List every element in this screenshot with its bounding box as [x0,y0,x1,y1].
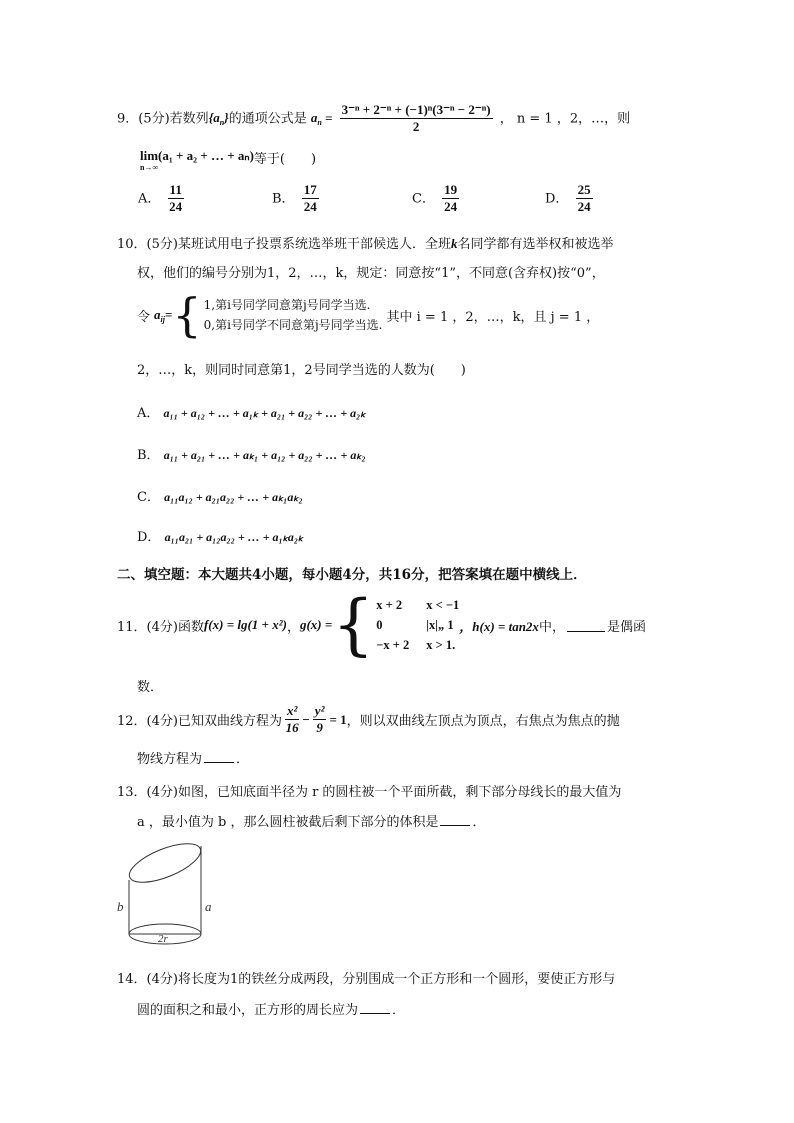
q12-f1-den: 16 [285,720,299,736]
q9-option-label: C． [412,191,435,207]
q14-line2-end: ． [392,1003,406,1018]
q12-minus: − [302,711,310,727]
q11-h: ，h(x) = tan2x [459,618,539,634]
q10-line1a: 10．(5分)某班试用电子投票系统选举班干部候选人．全班 [117,237,451,252]
q9-line2 [140,148,316,172]
q10-option-label: B． [137,448,160,463]
q12-line2-text: 物线方程为 [137,752,203,767]
q11-zhong: 中， [538,619,565,635]
q9-general-term-fraction [340,103,493,135]
q11-row [376,615,459,635]
q13-answer-blank[interactable] [440,813,470,826]
cylinder-cut-ellipse [125,838,206,890]
q11-brace: { [332,586,375,663]
q10-line3-tail: 其中 i = 1 ，2，…，k，且 j = 1 ， [386,309,600,325]
q10-line4: 2，…，k，则同时同意第1，2号同学当选的人数为( ) [137,363,466,378]
q9-lhs-sub: n [317,118,322,128]
q11-line1 [117,586,646,663]
q10-ling: 令 [137,309,151,325]
q9-lim-tail: 等于( ) [253,152,317,167]
q9-option-num: 17 [302,183,319,199]
q9-option-den: 24 [444,199,458,215]
q10-option-label: D． [137,530,161,545]
q10-aij-sub: ij [160,314,165,324]
q11-sep: ， [286,619,300,635]
q9-tail: ， n = 1 ，2，…，则 [499,111,631,127]
q13-line2-text: a ，最小值为 b ，那么圆柱被截后剩下部分的体积是 [137,815,439,830]
q10-line2: 权，他们的编号分别为1，2，…，k，规定：同意按“1”，不同意(含弃权)按“0”， [137,266,605,281]
q9-lim-subscript: n→∞ [140,163,159,172]
q11-row-expr: 0 [376,618,383,632]
q9-eq: = [321,110,333,126]
q9-seq-sub: n [219,118,225,128]
q11-row-cond: x > 1. [426,638,456,652]
q11-row [376,635,459,655]
q12-f2-den: 9 [316,720,323,736]
q12-f1-num: x² [285,704,299,720]
q10-case2: 0,第i号同学不同意第j号同学当选. [203,318,383,332]
q11-tail: 是偶函 [606,619,646,635]
q9-option-label: A． [138,191,161,207]
q10-k: k [450,236,458,251]
section-heading: 二、填空题：本大题共4小题，每小题4分，共16分，把答案填在题中横线上． [117,567,587,583]
q12-line2 [137,748,249,767]
q13-line1: 13．(4分)如图，已知底面半径为 r 的圆柱被一个平面所截，剩下部分母线长的最大值为 [117,785,622,800]
q10-option-label: A． [137,406,160,421]
q10-option-label: C． [137,490,160,505]
q14-line2-text: 圆的面积之和最小，正方形的周长应为 [137,1003,359,1018]
q11-line2: 数． [137,680,164,695]
q13-line2 [137,811,486,830]
q9-lhs: a [310,110,318,126]
q9-mid: 的通项公式是 [228,111,307,127]
q10-eq: = [164,307,173,322]
q11-row [376,595,459,615]
q10-line3 [137,288,600,342]
q11-piecewise [332,586,460,663]
cut-cylinder-figure [112,838,222,953]
q12-prefix: 12．(4分)已知双曲线方程为 [117,714,282,730]
q9-option-num: 19 [442,183,459,199]
q9-option-den: 24 [169,199,183,215]
q11-row-expr: x + 2 [376,598,403,612]
q9-option-c[interactable] [412,183,462,215]
q10-option-expr: a₁₁a₁₂ + a₂₁a₂₂ + … + aₖ₁aₖ₂ [164,490,303,504]
q9-lim-expression: lim(a₁ + a₂ + … + aₙ) [140,148,254,163]
q9-option-label: D． [545,191,569,207]
q12-answer-blank[interactable] [204,750,234,763]
q11-row-cond: |x|„ 1 [426,618,454,632]
q10-aij: a [154,306,161,322]
q11-row-expr: −x + 2 [376,638,410,652]
q10-line1 [117,233,613,252]
q9-line1 [117,103,630,135]
q9-seq: {a [208,110,220,126]
q14-answer-blank[interactable] [360,1001,390,1014]
q11-row-cond: x < −1 [426,598,460,612]
q9-option-label: B． [272,191,295,207]
q9-denominator: 2 [412,119,420,135]
figure-label-2r: 2r [158,933,168,945]
q10-option-a[interactable] [137,402,365,421]
q14-line2 [137,999,405,1018]
q11-f: f(x) = lg(1 + x²) [203,617,287,632]
q13-line2-end: ． [472,815,486,830]
q9-option-a[interactable] [138,183,187,215]
q9-seq-end: } [224,110,229,126]
q10-brace: { [172,288,202,342]
q10-option-expr: a₁₁ + a₁₂ + … + a₁ₖ + a₂₁ + a₂₂ + … + a₂ₖ [163,406,366,420]
q10-option-d[interactable] [137,526,303,545]
q9-option-num: 25 [576,183,593,199]
q11-g: g(x) = [299,617,333,632]
q9-option-b[interactable] [272,183,322,215]
figure-label-b: b [117,899,124,914]
figure-label-a: a [205,899,212,914]
q12-tail: ，则以双曲线左顶点为顶点，右焦点为焦点的抛 [346,714,620,730]
q12-eq: = 1 [329,711,347,727]
q9-option-num: 11 [168,183,184,199]
q14-line1: 14．(4分)将长度为1的铁丝分成两段，分别围成一个正方形和一个圆形，要使正方形与 [117,972,616,987]
q9-prefix: 9．(5分)若数列 [117,111,209,127]
q10-option-c[interactable] [137,486,303,505]
q12-f2-num: y² [313,704,327,720]
q12-line1 [117,704,620,736]
q12-line2-end: ． [236,752,250,767]
q9-option-den: 24 [303,199,317,215]
q9-option-d[interactable] [545,183,596,215]
q10-option-expr: a₁₁a₂₁ + a₁₂a₂₂ + … + a₁ₖa₂ₖ [164,530,304,544]
q10-case1: 1,第i号同学同意第j号同学当选. [203,298,371,312]
q11-answer-blank[interactable] [567,619,605,632]
q9-option-den: 24 [577,199,591,215]
q10-option-expr: a₁₁ + a₂₁ + … + aₖ₁ + a₁₂ + a₂₂ + … + aₖ₂ [163,448,366,462]
q10-line1b: 名同学都有选举权和被选举 [457,237,614,252]
q10-option-b[interactable] [137,444,366,463]
q10-piecewise [172,288,383,342]
q11-prefix: 11．(4分)函数 [117,619,204,635]
q9-numerator: 3⁻ⁿ + 2⁻ⁿ + (−1)ⁿ(3⁻ⁿ − 2⁻ⁿ) [340,103,493,119]
